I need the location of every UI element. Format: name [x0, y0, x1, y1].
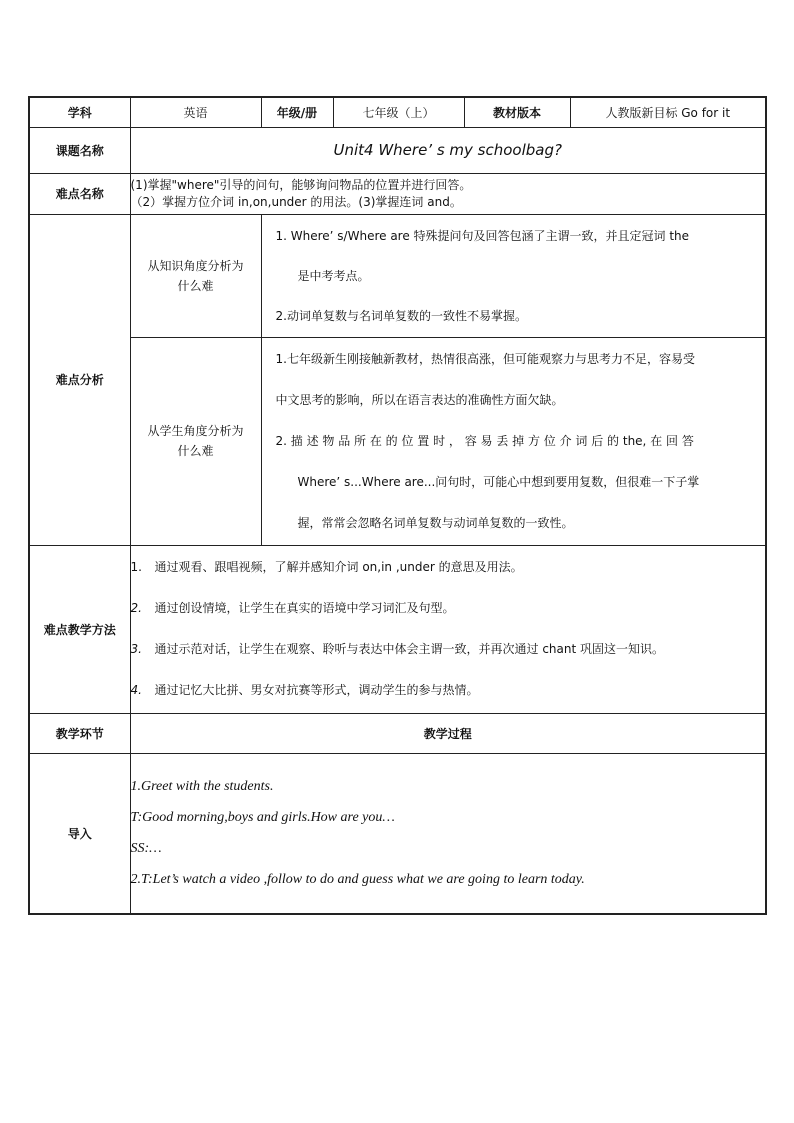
analysis-student-row	[29, 337, 766, 545]
method-number: 1.	[130, 560, 142, 574]
intro-line: 2.T:Let’s watch a video ,follow to do and guess what we are going to learn today.	[130, 872, 585, 888]
methods-row	[29, 545, 766, 713]
topic-value: Unit4 Where’ s my schoolbag?	[130, 127, 766, 173]
method-item	[131, 547, 766, 588]
subject-value: 英语	[130, 97, 261, 127]
method-number: 4.	[130, 683, 142, 697]
intro-row	[29, 753, 766, 914]
edition-value: 人教版新目标 Go for it	[570, 97, 766, 127]
topic-row	[29, 127, 766, 173]
student-point-2a: 2. 描 述 物 品 所 在 的 位 置 时 ， 容 易 丢 掉 方 位 介 词 后 的 the, 在 回 答	[275, 433, 694, 448]
difficulty-line-2: （2）掌握方位介词 in,on,under 的用法。(3)掌握连词 and。	[130, 194, 462, 209]
knowledge-point-1b: 是中考考点。	[297, 268, 370, 283]
lesson-plan-table	[28, 96, 767, 915]
difficulty-label: 难点名称	[29, 173, 130, 214]
student-point-2b: Where’ s...Where are...问句时，可能心中想到要用复数，但很难一下子掌	[297, 474, 700, 489]
difficulty-content	[130, 173, 766, 214]
process-header-row	[29, 713, 766, 753]
process-header: 教学过程	[130, 713, 766, 753]
intro-line: 1.Greet with the students.	[130, 779, 274, 795]
intro-line: T:Good morning,boys and girls.How are you…	[130, 810, 395, 826]
difficulty-row	[29, 173, 766, 214]
method-text: 通过创设情境，让学生在真实的语境中学习词汇及句型。	[154, 601, 455, 615]
knowledge-point-1a: 1. Where’ s/Where are 特殊提问句及回答包涵了主谓一致，并且定冠词 the	[275, 228, 690, 243]
method-text: 通过记忆大比拼、男女对抗赛等形式，调动学生的参与热情。	[154, 683, 479, 697]
method-number: 3.	[130, 642, 142, 656]
method-number: 2.	[130, 601, 142, 615]
student-angle-content	[261, 337, 766, 545]
method-item	[131, 629, 766, 670]
knowledge-angle-content	[261, 214, 766, 337]
student-point-2c: 握，常常会忽略名词单复数与动词单复数的一致性。	[297, 515, 574, 530]
header-row	[29, 97, 766, 127]
grade-label: 年级/册	[261, 97, 333, 127]
grade-value: 七年级（上）	[333, 97, 464, 127]
analysis-label: 难点分析	[29, 214, 130, 545]
topic-label: 课题名称	[29, 127, 130, 173]
knowledge-point-2: 2.动词单复数与名词单复数的一致性不易掌握。	[275, 308, 527, 323]
intro-label: 导入	[29, 753, 130, 914]
edition-label: 教材版本	[464, 97, 570, 127]
analysis-knowledge-row	[29, 214, 766, 337]
method-item	[131, 588, 766, 629]
intro-content	[130, 753, 766, 914]
knowledge-angle-label: 从知识角度分析为什么难	[130, 214, 261, 337]
student-angle-label: 从学生角度分析为什么难	[130, 337, 261, 545]
intro-line: SS:…	[130, 841, 162, 857]
methods-label: 难点教学方法	[29, 545, 130, 713]
student-point-1b: 中文思考的影响，所以在语言表达的准确性方面欠缺。	[275, 392, 564, 407]
method-text: 通过观看、跟唱视频，了解并感知介词 on,in ,under 的意思及用法。	[154, 560, 523, 574]
method-text: 通过示范对话，让学生在观察、聆听与表达中体会主谓一致，并再次通过 chant 巩固这一知识。	[154, 642, 664, 656]
difficulty-line-1: (1)掌握"where"引导的问句，能够询问物品的位置并进行回答。	[130, 177, 472, 192]
stage-header: 教学环节	[29, 713, 130, 753]
method-item	[131, 670, 766, 711]
student-point-1a: 1.七年级新生刚接触新教材，热情很高涨，但可能观察力与思考力不足，容易受	[275, 351, 695, 366]
subject-label: 学科	[29, 97, 130, 127]
methods-list	[130, 545, 766, 713]
